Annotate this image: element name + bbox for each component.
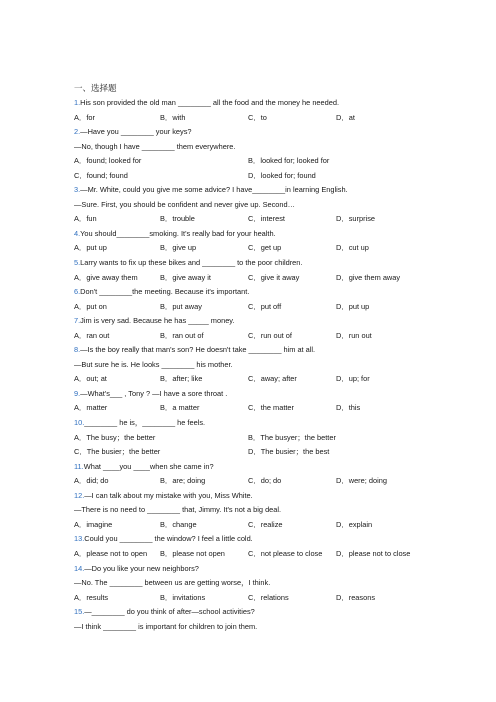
- question-block: [74, 227, 454, 256]
- answer-option[interactable]: C．put off: [248, 301, 282, 311]
- question-number: 8.: [74, 345, 81, 355]
- options-row: [74, 474, 454, 489]
- question-block: [74, 314, 454, 343]
- answer-option[interactable]: A．out; at: [74, 374, 107, 384]
- question-number: 5.: [74, 258, 81, 268]
- question-text: —Sure. First, you should be confident and never give up. Second…: [74, 199, 296, 209]
- answer-option[interactable]: D．please not to close: [336, 548, 411, 558]
- answer-option[interactable]: A．did; do: [74, 476, 109, 486]
- options-row: [74, 431, 454, 446]
- question-block: [74, 460, 454, 489]
- question-number: 1.: [74, 98, 81, 107]
- question-text: —No. The ________ between us are getting worse，I think.: [74, 578, 271, 588]
- answer-option[interactable]: C．interest: [248, 214, 285, 224]
- question-number: 7.: [74, 316, 81, 326]
- options-row: [74, 212, 454, 227]
- question-block: [74, 125, 454, 183]
- question-block: [74, 532, 454, 561]
- answer-option[interactable]: D．run out: [336, 330, 372, 340]
- answer-option[interactable]: D．give them away: [336, 272, 401, 282]
- answer-option[interactable]: A．matter: [74, 403, 108, 413]
- options-row: [74, 547, 454, 562]
- question-stem-line: [74, 343, 454, 358]
- question-text: What ____you ____when she came in?: [83, 461, 214, 471]
- answer-option[interactable]: C．away; after: [248, 374, 297, 384]
- question-stem-line: [74, 358, 454, 373]
- answer-option[interactable]: B．after; like: [160, 374, 203, 384]
- question-stem-line: [74, 314, 454, 329]
- answer-option[interactable]: D．at: [336, 112, 355, 122]
- question-number: 12.: [74, 490, 85, 500]
- question-stem-line: [74, 285, 454, 300]
- answer-option[interactable]: D．up; for: [336, 374, 370, 384]
- answer-option[interactable]: C．run out of: [248, 330, 292, 340]
- answer-option[interactable]: B．trouble: [160, 214, 195, 224]
- question-stem-line: [74, 532, 454, 547]
- answer-option[interactable]: A．for: [74, 112, 95, 122]
- question-block: [74, 285, 454, 314]
- answer-option[interactable]: A．put on: [74, 301, 107, 311]
- answer-option[interactable]: C．found; found: [74, 170, 128, 180]
- answer-option[interactable]: B．invitations: [160, 592, 206, 602]
- question-text: Could you ________ the window? I feel a little cold.: [84, 534, 253, 544]
- question-block: [74, 343, 454, 387]
- question-number: 13.: [74, 534, 85, 544]
- answer-option[interactable]: B．put away: [160, 301, 202, 311]
- question-text: Jim is very sad. Because he has _____ money.: [80, 316, 235, 326]
- question-text: —No, though I have ________ them everywhere.: [74, 141, 236, 151]
- answer-option[interactable]: B．are; doing: [160, 476, 206, 486]
- question-stem-line: [74, 576, 454, 591]
- answer-option[interactable]: C．to: [248, 112, 267, 122]
- answer-option[interactable]: A．ran out: [74, 330, 110, 340]
- answer-option[interactable]: C．realize: [248, 519, 283, 529]
- answer-option[interactable]: A．imagine: [74, 519, 113, 529]
- question-stem-line: [74, 503, 454, 518]
- answer-option[interactable]: D．put up: [336, 301, 370, 311]
- question-number: 2.: [74, 127, 81, 137]
- question-text: Don't ________the meeting. Because it's important.: [80, 287, 250, 297]
- question-block: [74, 562, 454, 606]
- answer-option[interactable]: C．relations: [248, 592, 289, 602]
- answer-option[interactable]: D．cut up: [336, 243, 369, 253]
- options-row: [74, 154, 454, 169]
- options-row: [74, 372, 454, 387]
- options-row: [74, 401, 454, 416]
- answer-option[interactable]: A．put up: [74, 243, 107, 253]
- question-block: [74, 183, 454, 227]
- question-list: [74, 96, 454, 634]
- section-title: 一、选择题: [74, 83, 117, 93]
- answer-option[interactable]: A．results: [74, 592, 109, 602]
- options-row: [74, 111, 454, 126]
- answer-option[interactable]: B．looked for; looked for: [248, 156, 330, 166]
- answer-option[interactable]: A．please not to open: [74, 548, 148, 558]
- question-text: His son provided the old man ________ all the food and the money he needed.: [80, 98, 340, 107]
- answer-option[interactable]: A．fun: [74, 214, 97, 224]
- answer-option[interactable]: A．The busy；the better: [74, 432, 156, 442]
- question-stem-line: [74, 387, 454, 402]
- answer-option[interactable]: A．found; looked for: [74, 156, 142, 166]
- answer-option[interactable]: D．were; doing: [336, 476, 387, 486]
- options-row: [74, 591, 454, 606]
- question-number: 10.: [74, 418, 85, 428]
- question-text: —Is the boy really that man's son? He doesn't take ________ him at all.: [80, 345, 316, 355]
- question-block: [74, 387, 454, 416]
- question-stem-line: [74, 96, 454, 111]
- answer-option[interactable]: C．The busier；the better: [74, 447, 161, 457]
- question-number: 14.: [74, 563, 85, 573]
- answer-option[interactable]: B．please not open: [160, 548, 225, 558]
- answer-option[interactable]: D．looked for; found: [248, 170, 316, 180]
- question-number: 6.: [74, 287, 81, 297]
- question-stem-line: [74, 562, 454, 577]
- answer-option[interactable]: D．surprise: [336, 214, 376, 224]
- question-stem-line: [74, 416, 454, 431]
- options-row: [74, 329, 454, 344]
- question-number: 11.: [74, 461, 84, 471]
- question-text: —But sure he is. He looks ________ his mother.: [74, 359, 233, 369]
- question-text: —Have you ________ your keys?: [80, 127, 192, 137]
- answer-option[interactable]: B．ran out of: [160, 330, 204, 340]
- question-text: —I can talk about my mistake with you, Miss White.: [84, 490, 253, 500]
- question-stem-line: [74, 489, 454, 504]
- question-number: 9.: [74, 388, 81, 398]
- answer-option[interactable]: D．The busier；the best: [248, 447, 330, 457]
- question-block: [74, 605, 454, 634]
- answer-option[interactable]: B．change: [160, 519, 197, 529]
- answer-option[interactable]: C．not please to close: [248, 548, 323, 558]
- answer-option[interactable]: B．a matter: [160, 403, 200, 413]
- question-block: [74, 489, 454, 533]
- options-row: [74, 271, 454, 286]
- answer-option[interactable]: B．with: [160, 112, 186, 122]
- question-block: [74, 416, 454, 460]
- question-text: Larry wants to fix up these bikes and ________ to the poor children.: [80, 258, 303, 268]
- question-text: You should________smoking. It's really bad for your health.: [80, 228, 276, 238]
- question-stem-line: [74, 125, 454, 140]
- answer-option[interactable]: B．give up: [160, 243, 197, 253]
- question-stem-line: [74, 227, 454, 242]
- answer-option[interactable]: C．the matter: [248, 403, 295, 413]
- question-number: 15.: [74, 607, 85, 617]
- options-row: [74, 300, 454, 315]
- answer-option[interactable]: D．reasons: [336, 592, 376, 602]
- options-row: [74, 518, 454, 533]
- question-stem-line: [74, 256, 454, 271]
- question-text: —Mr. White, could you give me some advice? I have________in learning English.: [80, 185, 348, 195]
- options-row: [74, 169, 454, 184]
- answer-option[interactable]: C．do; do: [248, 476, 282, 486]
- question-text: —Do you like your new neighbors?: [84, 563, 199, 573]
- question-text: —What's___ , Tony ? —I have a sore throat .: [80, 388, 228, 398]
- question-text: ________ he is，________ he feels.: [84, 418, 206, 428]
- question-text: —I think ________ is important for children to join them.: [74, 621, 258, 631]
- answer-option[interactable]: B．The busyer；the better: [248, 432, 336, 442]
- question-stem-line: [74, 460, 454, 475]
- question-stem-line: [74, 620, 454, 635]
- question-stem-line: [74, 605, 454, 620]
- options-row: [74, 445, 454, 460]
- question-number: 4.: [74, 228, 81, 238]
- answer-option[interactable]: D．explain: [336, 519, 373, 529]
- question-text: —________ do you think of after—school activities?: [84, 607, 255, 617]
- question-stem-line: [74, 183, 454, 198]
- question-number: 3.: [74, 185, 81, 195]
- answer-option[interactable]: D．this: [336, 403, 361, 413]
- answer-option[interactable]: C．give it away: [248, 272, 300, 282]
- answer-option[interactable]: A．give away them: [74, 272, 138, 282]
- answer-option[interactable]: B．give away it: [160, 272, 211, 282]
- answer-option[interactable]: C．get up: [248, 243, 282, 253]
- question-stem-line: [74, 140, 454, 155]
- question-block: [74, 96, 454, 125]
- question-block: [74, 256, 454, 285]
- question-text: —There is no need to ________ that, Jimmy. It's not a big deal.: [74, 505, 282, 515]
- options-row: [74, 241, 454, 256]
- question-stem-line: [74, 198, 454, 213]
